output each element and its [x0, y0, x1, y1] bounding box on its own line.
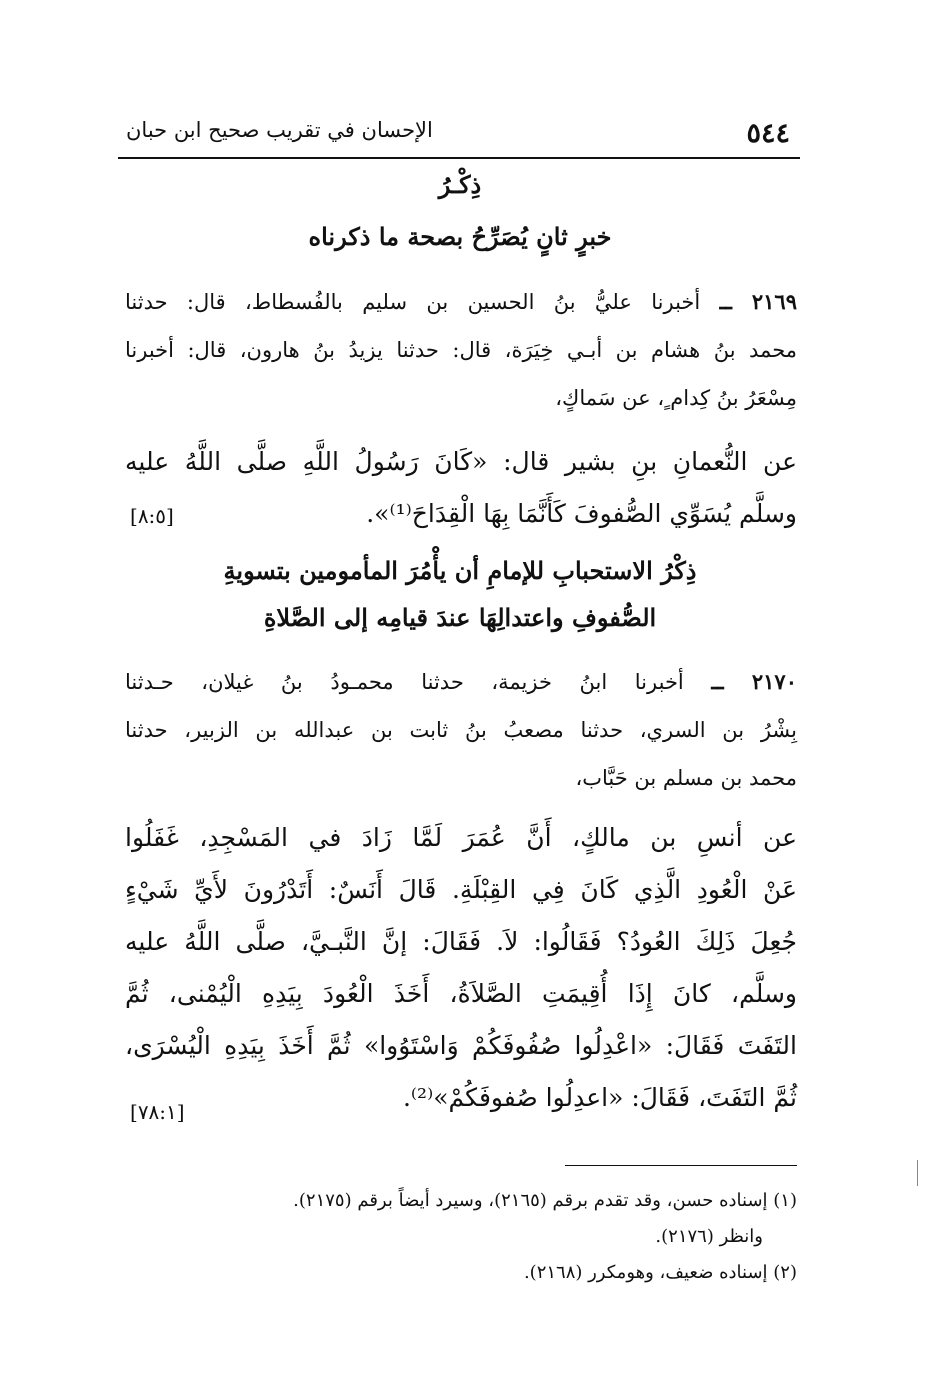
footnote-1: (١) إسناده حسن، وقد تقدم برقم (٢١٦٥)، وسيرد أيضاً برقم (٢١٧٥).: [293, 1190, 797, 1211]
isnad-line: ٢١٦٩ ــ أخبرنا عليُّ بنُ الحسين بن سليم بالفُسطاط، قال: حدثنا: [125, 289, 797, 314]
isnad-line: مِسْعَرُ بنُ كِدام ٍ، عن سَماكٍ،: [555, 386, 797, 410]
margin-mark: [917, 1160, 918, 1186]
isnad-line: ٢١٧٠ ــ أخبرنا ابنُ خزيمة، حدثنا محمـودُ بنُ غيلان، حـدثنا: [125, 669, 797, 694]
page-number: ٥٤٤: [746, 118, 790, 149]
section-label: ذِكْـرُ: [438, 170, 482, 199]
page-header: [118, 112, 798, 152]
matn-line: عن أنسِ بن مالكٍ، أَنَّ عُمَرَ لَمَّا زَادَ في المَسْجِدِ، غَفَلُوا: [125, 823, 797, 852]
matn-line: وسلَّم يُسَوِّي الصُّفوفَ كَأَنَّمَا بِهَا الْقِدَاحَ⁽¹⁾».: [366, 499, 797, 528]
footnote-1-continued: وانظر (٢١٧٦).: [655, 1226, 763, 1247]
matn-line: عن النُّعمانِ بنِ بشير قال: «كَانَ رَسُولُ اللَّهِ صلَّى اللَّهُ عليه: [125, 447, 797, 476]
isnad-line: محمد بن مسلم بن حَبَّاب،: [575, 766, 797, 790]
section-title: خبرٍ ثانٍ يُصَرِّحُ بصحة ما ذكرناه: [308, 222, 612, 251]
footnotes: [125, 1183, 797, 1291]
hadith-number: ٢١٦٩ ــ: [719, 289, 797, 314]
hadith-matn: [125, 436, 797, 540]
matn-line: ثُمَّ التَفَتَ، فَقَالَ: «اعدِلُوا صُفوفَكُمْ»⁽²⁾.: [402, 1083, 797, 1112]
matn-line: عَنْ الْعُودِ الَّذِي كَانَ فِي القِبْلَةِ. قَالَ أَنَسٌ: أَتَدْرُونَ لأَيِّ شَيْءٍ: [125, 875, 797, 904]
running-title: الإحسان في تقريب صحيح ابن حبان: [126, 118, 433, 142]
header-divider: [118, 157, 800, 159]
section-title: الصُّفوفِ واعتدالِهَا عندَ قيامِه إلى الصَّلاةِ: [263, 603, 657, 632]
hadith-number: ٢١٧٠ ــ: [711, 669, 797, 694]
hadith-matn: [125, 812, 797, 1124]
matn-line: التَفَتَ فَقَالَ: «اعْدِلُوا صُفُوفَكُمْ وَاسْتَوُوا» ثُمَّ أَخَذَ بِيَدِهِ الْيُسْرَى،: [125, 1031, 797, 1060]
hadith-reference: [٧٨:١]: [130, 1100, 185, 1124]
footnote-2: (٢) إسناده ضعيف، وهومكرر (٢١٦٨).: [523, 1262, 797, 1283]
section-title: ذِكْرُ الاستحبابِ للإمامِ أن يأْمُرَ المأمومين بتسويةِ: [223, 556, 697, 585]
hadith-isnad: [125, 658, 797, 802]
footnote-divider: [565, 1165, 797, 1166]
isnad-line: محمد بنُ هشام بن أبـي خِيَرَة، قال: حدثنا يزيدُ بنُ هارون، قال: أخبرنا: [125, 338, 797, 362]
matn-line: جُعِلَ ذَلِكَ العُودُ؟ فَقَالُوا: لاَ. فَقَالَ: إنَّ النَّبـيَّ، صلَّى اللَّهُ عليه: [125, 927, 797, 956]
hadith-reference: [٨:٥]: [130, 504, 174, 528]
isnad-line: بِشْرُ بن السري، حدثنا مصعبُ بنُ ثابت بن عبدالله بن الزبير، حدثنا: [125, 718, 797, 742]
matn-line: وسلَّم، كانَ إِذَا أُقِيمَتِ الصَّلاَةُ، أَخَذَ الْعُودَ بِيَدِهِ الْيُمْنى، ثُمَّ: [125, 979, 798, 1008]
hadith-isnad: [125, 278, 797, 422]
